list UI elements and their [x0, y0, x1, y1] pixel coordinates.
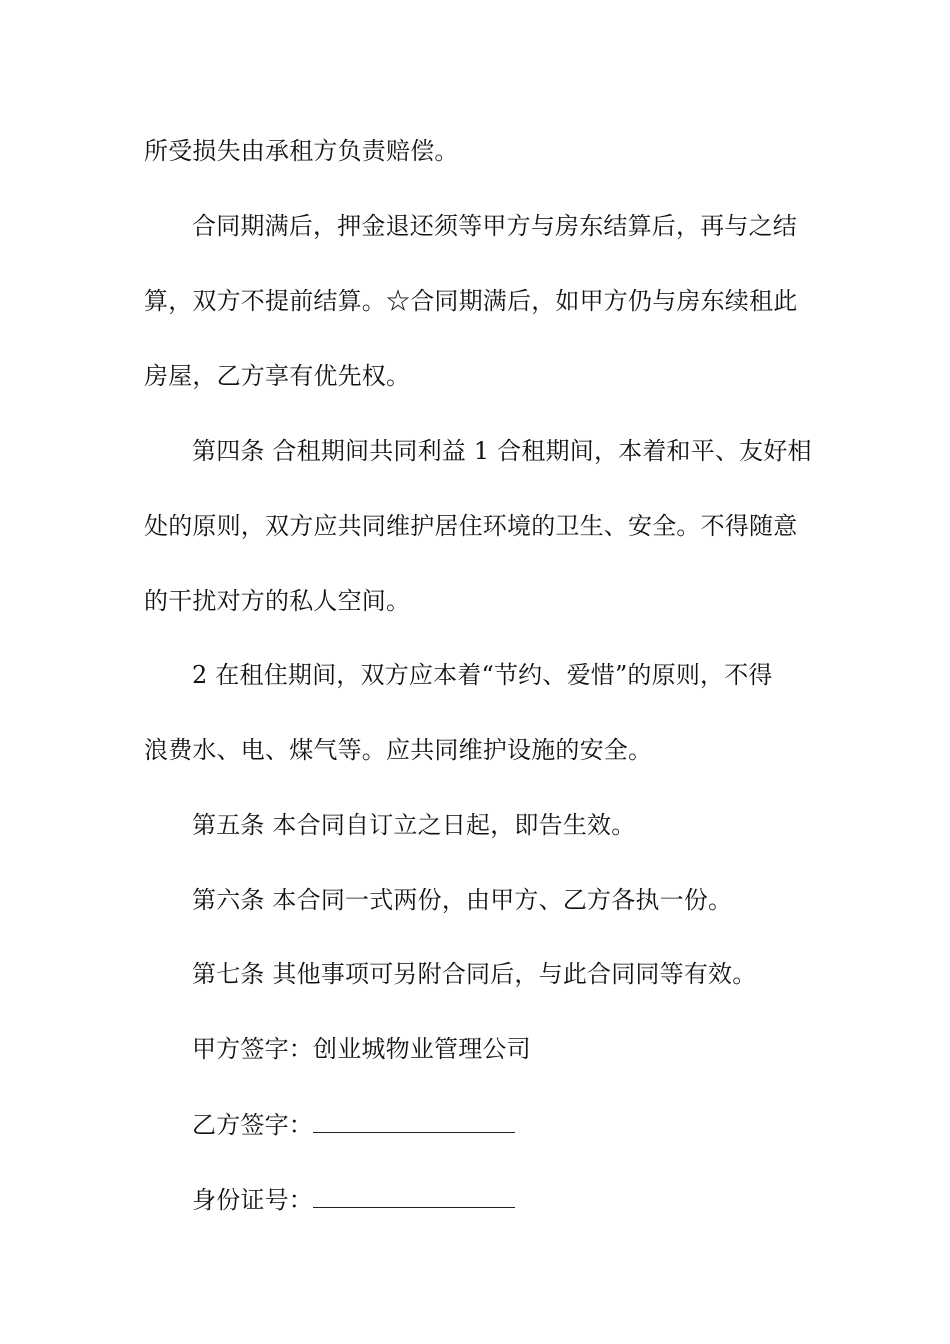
article-7: 第七条 其他事项可另附合同后，与此合同同等有效。	[192, 960, 757, 988]
party-b-signature-blank	[313, 1108, 515, 1133]
paragraph-line: 算，双方不提前结算。☆合同期满后，如甲方仍与房东续租此	[144, 287, 798, 315]
paragraph-line: 的干扰对方的私人空间。	[144, 587, 411, 615]
party-a-signature: 甲方签字：创业城物业管理公司	[192, 1035, 531, 1063]
article-6: 第六条 本合同一式两份，由甲方、乙方各执一份。	[192, 886, 733, 914]
paragraph-line: 合同期满后，押金退还须等甲方与房东结算后，再与之结	[192, 212, 797, 240]
paragraph-line: 房屋，乙方享有优先权。	[144, 362, 411, 390]
id-number-blank	[313, 1183, 515, 1208]
paragraph-line: 浪费水、电、煤气等。应共同维护设施的安全。	[144, 736, 653, 764]
article-4-heading: 第四条 合租期间共同利益 1 合租期间，本着和平、友好相	[192, 437, 812, 465]
paragraph-line: 所受损失由承租方负责赔偿。	[144, 137, 459, 165]
id-number-field	[192, 1183, 862, 1215]
paragraph-line: 处的原则，双方应共同维护居住环境的卫生、安全。不得随意	[144, 512, 798, 540]
paragraph-line: 2 在租住期间，双方应本着“节约、爱惜”的原则，不得	[192, 661, 773, 689]
article-5: 第五条 本合同自订立之日起，即告生效。	[192, 811, 636, 839]
party-b-signature	[192, 1108, 862, 1140]
party-b-signature-label: 乙方签字：	[192, 1111, 313, 1139]
id-number-label: 身份证号：	[192, 1186, 313, 1214]
